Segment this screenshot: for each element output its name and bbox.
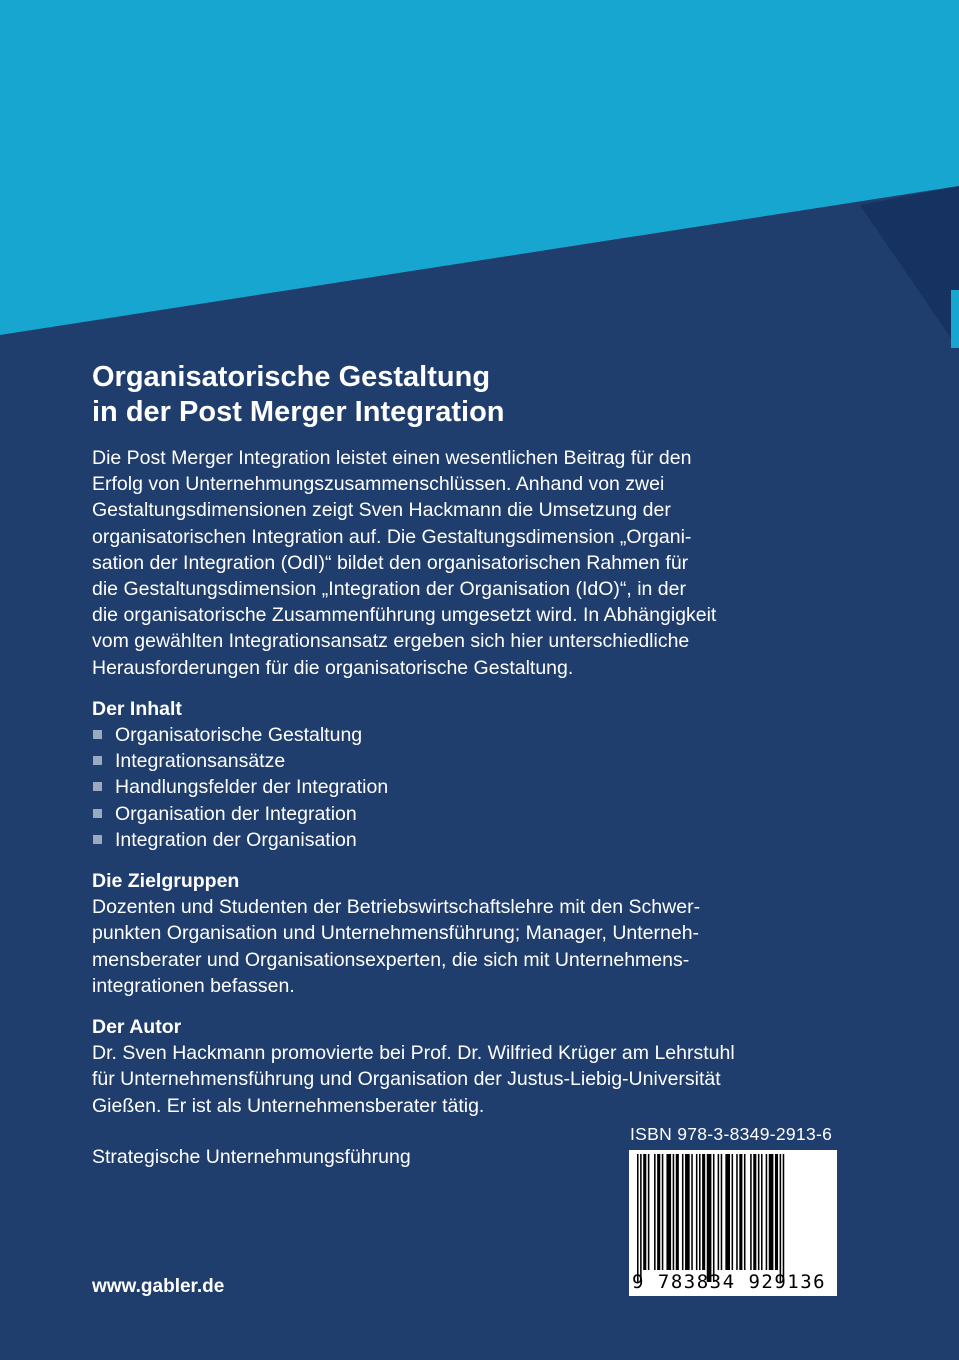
barcode-bar: [750, 1154, 752, 1270]
barcode-bar: [780, 1154, 782, 1282]
zielgruppen-text: [92, 894, 822, 999]
barcode-bar: [739, 1154, 742, 1270]
barcode-bar: [761, 1154, 763, 1270]
barcode-bar: [725, 1154, 730, 1270]
inhalt-heading: Der Inhalt: [92, 697, 182, 720]
description-line: vom gewählten Integrationsansatz ergeben sich hier unterschiedliche: [92, 630, 690, 653]
barcode-bar: [758, 1154, 760, 1270]
list-item-label: Integration der Organisation: [115, 828, 357, 851]
barcode-bar: [775, 1154, 778, 1270]
barcode-bar: [643, 1154, 646, 1270]
square-bullet-icon: [93, 730, 102, 739]
list-item-label: Integrationsansätze: [115, 750, 286, 773]
autor-heading: Der Autor: [92, 1016, 182, 1039]
barcode-bar: [699, 1154, 701, 1270]
barcode-bar: [783, 1154, 785, 1282]
list-item-label: Organisation der Integration: [115, 802, 357, 825]
book-title: [92, 360, 822, 430]
list-item: [92, 722, 822, 748]
barcode-number: 9 783834 929136: [632, 1271, 827, 1293]
barcode-bar: [769, 1154, 774, 1270]
list-item-label: Handlungsfelder der Integration: [115, 776, 389, 799]
barcode-bar: [676, 1154, 679, 1270]
description-line: sation der Integration (OdI)“ bildet den organisatorischen Rahmen für: [92, 551, 689, 574]
list-item-label: Organisatorische Gestaltung: [115, 724, 363, 747]
zielgruppen-heading: Die Zielgruppen: [92, 870, 240, 893]
barcode-bar: [736, 1154, 738, 1270]
title-line-2: in der Post Merger Integration: [92, 396, 505, 428]
square-bullet-icon: [93, 782, 102, 791]
barcode-bar: [640, 1154, 642, 1282]
barcode-bar: [666, 1154, 671, 1270]
barcode-bar: [662, 1154, 664, 1270]
autor-text: [92, 1040, 822, 1119]
publisher-website[interactable]: www.gabler.de: [92, 1276, 225, 1297]
barcode-bar: [707, 1154, 712, 1282]
square-bullet-icon: [93, 809, 102, 818]
barcode-bar: [682, 1154, 684, 1270]
square-bullet-icon: [93, 835, 102, 844]
barcode-bar: [721, 1154, 723, 1270]
back-cover-text: [92, 360, 822, 1119]
description-line: organisatorischen Integration auf. Die Gestaltungsdimension „Organi-: [92, 525, 692, 548]
list-item: [92, 748, 822, 774]
description: [92, 445, 822, 681]
barcode-bar: [744, 1154, 746, 1270]
barcode-bar: [696, 1154, 698, 1270]
barcode-bar: [732, 1154, 734, 1270]
barcode-bar: [718, 1154, 720, 1270]
zielgruppen-line: integrationen befassen.: [92, 974, 295, 997]
barcode-bar: [673, 1154, 675, 1270]
description-line: die organisatorische Zusammenführung umgesetzt wird. In Abhängigkeit: [92, 604, 717, 627]
barcode-bar: [691, 1154, 693, 1270]
barcode-bar: [657, 1154, 660, 1270]
barcode-bar: [637, 1154, 639, 1282]
zielgruppen-line: punkten Organisation und Unternehmensführung; Manager, Unterneh-: [92, 922, 700, 945]
list-item: [92, 827, 822, 853]
barcode-bar: [685, 1154, 690, 1270]
edge-accent: [951, 290, 959, 348]
list-item: [92, 801, 822, 827]
barcode-bar: [648, 1154, 650, 1270]
description-line: die Gestaltungsdimension „Integration der Organisation (IdO)“, in der: [92, 578, 686, 601]
barcode-bar: [702, 1154, 705, 1270]
inhalt-list: [92, 722, 822, 853]
autor-line: Dr. Sven Hackmann promovierte bei Prof. Dr. Wilfried Krüger am Lehrstuhl: [92, 1042, 735, 1065]
list-item: [92, 774, 822, 800]
title-line-1: Organisatorische Gestaltung: [92, 361, 491, 393]
autor-line: für Unternehmensführung und Organisation der Justus-Liebig-Universität: [92, 1068, 721, 1091]
barcode-bar: [753, 1154, 756, 1270]
barcode-bar: [766, 1154, 768, 1270]
isbn-barcode: [629, 1150, 837, 1296]
barcode-bar: [713, 1154, 715, 1282]
description-line: Herausforderungen für die organisatorische Gestaltung.: [92, 656, 574, 679]
barcode-bar: [654, 1154, 656, 1270]
description-line: Die Post Merger Integration leistet einen wesentlichen Beitrag für den: [92, 447, 692, 469]
zielgruppen-line: mensberater und Organisationsexperten, die sich mit Unternehmens-: [92, 948, 690, 971]
series-name: Strategische Unternehmungsführung: [92, 1146, 411, 1168]
description-line: Erfolg von Unternehmungszusammenschlüssen. Anhand von zwei: [92, 473, 665, 496]
zielgruppen-line: Dozenten und Studenten der Betriebswirtschaftslehre mit den Schwer-: [92, 896, 701, 919]
autor-line: Gießen. Er ist als Unternehmensberater tätig.: [92, 1094, 485, 1117]
square-bullet-icon: [93, 756, 102, 765]
description-line: Gestaltungsdimensionen zeigt Sven Hackmann die Umsetzung der: [92, 499, 671, 522]
isbn-label: ISBN 978-3-8349-2913-6: [630, 1124, 833, 1144]
